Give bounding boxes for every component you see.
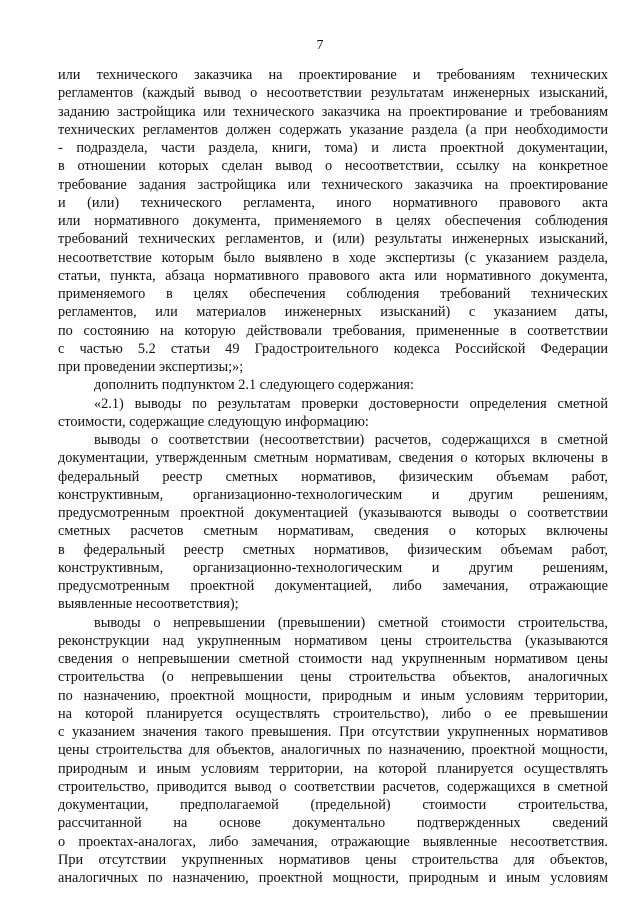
text-line: конструктивным, организационно-технологическим и другим решениям,	[58, 559, 608, 576]
text-line: строительство, приводится вывод о соответствии расчетов, содержащихся в сметной	[58, 778, 608, 795]
text-line: рассчитанной на основе документально подтвержденных сведений	[58, 815, 608, 832]
text-line: документации, предполагаемой (предельной) стоимости строительства,	[58, 797, 608, 813]
text-line: регламентов, или материалов инженерных изысканий) с указанием даты,	[58, 304, 608, 321]
text-line: выводы о непревышении (превышении) сметной стоимости строительства,	[94, 614, 608, 631]
page-number: 7	[316, 38, 324, 53]
text-line: конструктивным, организационно-технологическим и другим решениям,	[58, 486, 608, 503]
text-line: реконструкции над укрупненным нормативом цены строительства (указываются	[58, 632, 608, 649]
text-line: строительства (о непревышении цены строительства объектов, аналогичных	[58, 669, 608, 686]
text-line: или нормативного документа, применяемого в целях обеспечения соблюдения	[58, 213, 608, 229]
text-line: требование задания застройщика или технического заказчика на проектирование	[58, 176, 608, 193]
text-line: - подраздела, части раздела, книги, тома) и листа проектной документации,	[58, 140, 608, 156]
text-line: по состоянию на которую действовали требования, примененные в соответствии	[58, 322, 608, 339]
text-line: дополнить подпунктом 2.1 следующего содержания:	[94, 377, 414, 394]
text-line: в отношении которых сделан вывод о несоответствии, ссылку на конкретное	[58, 158, 608, 175]
text-line: при проведении экспертизы;»;	[58, 359, 244, 375]
text-line: о проектах-аналогах, либо замечания, отражающие выявленные несоответствия.	[58, 833, 608, 850]
text-line: «2.1) выводы по результатам проверки достоверности определения сметной	[94, 395, 608, 412]
text-line: цены строительства для объектов, аналогичных по назначению, проектной мощности,	[58, 742, 608, 759]
text-line: сметных расчетов сметным нормативам, сведения о которых включены	[58, 523, 608, 540]
text-line: природным и иным условиям территории, на которой планируется осуществлять	[58, 760, 608, 777]
text-line: или технического заказчика на проектирование и требованиям технических	[58, 67, 608, 83]
text-line: федеральный реестр сметных нормативов, физическим объемам работ,	[58, 468, 608, 485]
document-body	[58, 66, 608, 887]
text-line: заданию застройщика или технического заказчика на проектирование и требованиям	[58, 103, 608, 120]
text-line: с частью 5.2 статьи 49 Градостроительного кодекса Российской Федерации	[58, 340, 608, 357]
text-line: и (или) технического регламента, иного нормативного правового акта	[58, 194, 608, 211]
text-line: с указанием значения такого превышения. При отсутствии укрупненных нормативов	[58, 724, 608, 740]
text-line: по назначению, проектной мощности, природным и иным условиям территории,	[58, 687, 608, 704]
text-line: сведения о непревышении сметной стоимости над укрупненным нормативом цены	[58, 651, 608, 667]
text-line: выявленные несоответствия);	[58, 596, 239, 613]
text-line: документации, утвержденным сметным нормативам, сведения о которых включены в	[58, 450, 608, 467]
text-line: технических регламентов должен содержать указание раздела (а при необходимости	[58, 121, 608, 138]
text-line: При отсутствии укрупненных нормативов цены строительства для объектов,	[58, 851, 608, 868]
text-line: аналогичных по назначению, проектной мощности, природным и иным условиям	[58, 870, 608, 886]
text-line: в федеральный реестр сметных нормативов, физическим объемам работ,	[58, 541, 608, 558]
text-line: регламентов (каждый вывод о несоответствии результатам инженерных изысканий,	[58, 85, 608, 102]
text-line: стоимости, содержащие следующую информацию:	[58, 413, 369, 430]
text-line: применяемого в целях обеспечения соблюдения требований технических	[58, 286, 608, 302]
text-line: выводы о соответствии (несоответствии) расчетов, содержащихся в сметной	[94, 432, 608, 448]
text-line: на которой планируется осуществлять строительство), либо о ее превышении	[58, 705, 608, 722]
text-line: предусмотренным проектной документацией (указываются выводы о соответствии	[58, 505, 608, 521]
text-line: статьи, пункта, абзаца нормативного правового акта или нормативного документа,	[58, 267, 608, 284]
text-line: предусмотренным проектной документацией, либо замечания, отражающие	[58, 578, 608, 594]
text-line: требований технических регламентов, и (или) результаты инженерных изысканий,	[58, 231, 608, 248]
text-line: несоответствие которым было выявлено в ходе экспертизы (с указанием раздела,	[58, 249, 608, 266]
